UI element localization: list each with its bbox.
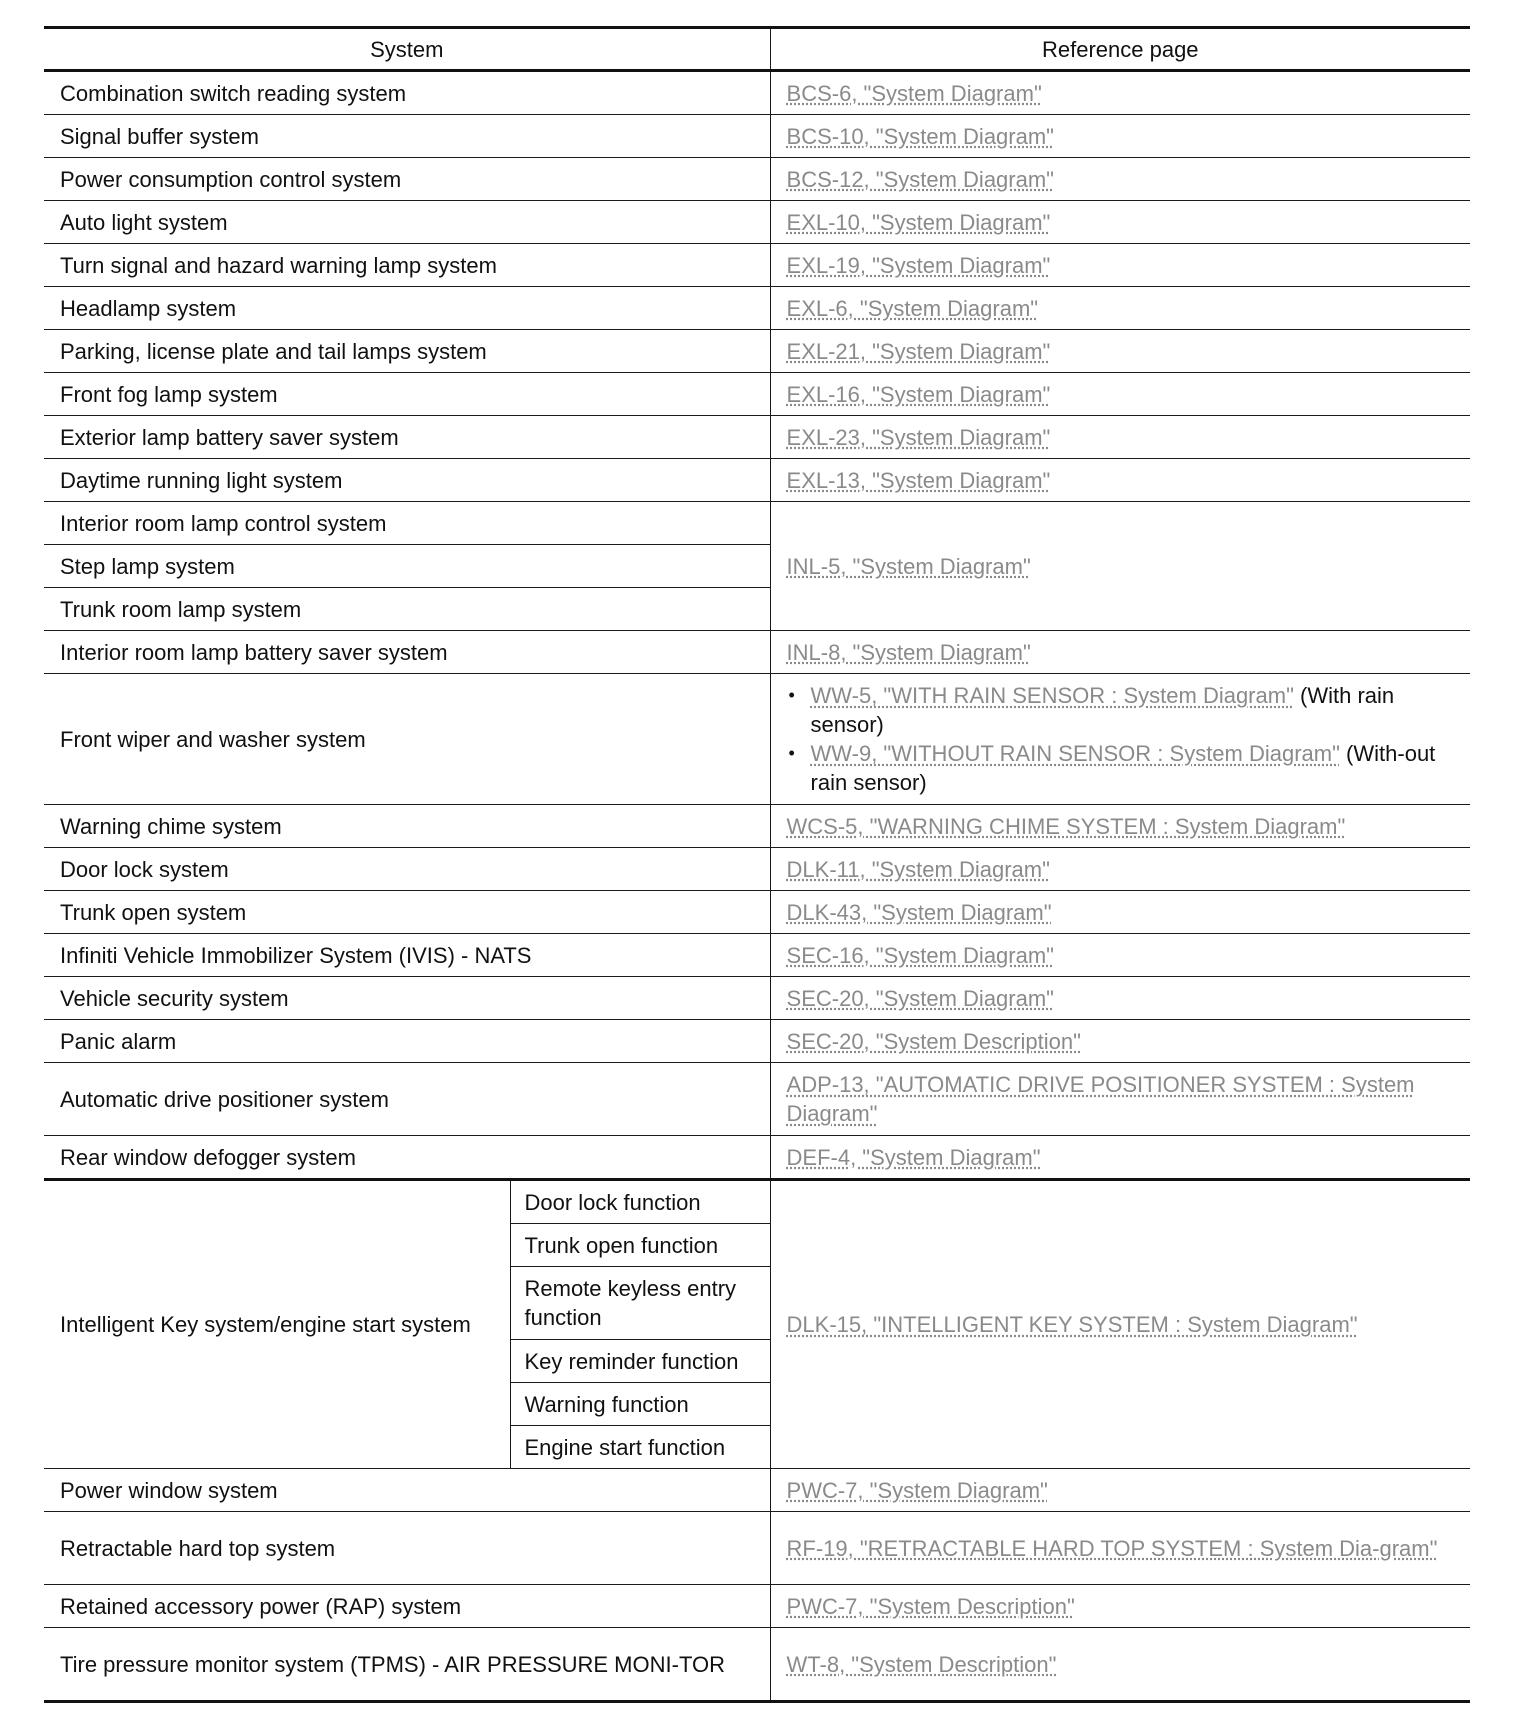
table-row: [44, 330, 1470, 373]
header-reference-page: Reference page: [770, 28, 1470, 71]
system-name: Combination switch reading system: [44, 71, 770, 115]
reference-link[interactable]: EXL-13, "System Diagram": [786, 467, 1051, 493]
reference-link[interactable]: PWC-7, "System Diagram": [786, 1477, 1048, 1503]
system-name: Rear window defogger system: [44, 1136, 770, 1180]
table-header-row: [44, 28, 1470, 71]
table-row: [44, 71, 1470, 115]
table-row: [44, 1469, 1470, 1512]
system-name: Tire pressure monitor system (TPMS) - AIR PRESSURE MONI-TOR: [44, 1628, 770, 1702]
reference-link[interactable]: DLK-15, "INTELLIGENT KEY SYSTEM : System Diagram": [786, 1312, 1358, 1337]
system-name: Trunk open system: [44, 891, 770, 934]
function-name: Engine start function: [510, 1426, 770, 1469]
reference-link[interactable]: WCS-5, "WARNING CHIME SYSTEM : System Diagram": [786, 813, 1346, 839]
table-row: [44, 502, 1470, 545]
reference-table-container: [44, 26, 1470, 1703]
reference-link[interactable]: WW-9, "WITHOUT RAIN SENSOR : System Diagram": [810, 741, 1340, 766]
system-name: Vehicle security system: [44, 977, 770, 1020]
reference-link[interactable]: EXL-10, "System Diagram": [786, 209, 1051, 235]
system-name: Signal buffer system: [44, 115, 770, 158]
table-row: [44, 201, 1470, 244]
system-name: Intelligent Key system/engine start system: [44, 1180, 510, 1469]
system-name: Interior room lamp battery saver system: [44, 631, 770, 674]
reference-bullet-list: [787, 681, 1463, 797]
system-name: Headlamp system: [44, 287, 770, 330]
reference-note: (With-out rain sensor): [810, 741, 1436, 795]
system-name: Front fog lamp system: [44, 373, 770, 416]
table-row: [44, 977, 1470, 1020]
reference-link[interactable]: INL-5, "System Diagram": [786, 553, 1031, 579]
table-row: [44, 1628, 1470, 1702]
system-name: Infiniti Vehicle Immobilizer System (IVIS) - NATS: [44, 934, 770, 977]
reference-link[interactable]: DEF-4, "System Diagram": [786, 1144, 1041, 1170]
reference-link[interactable]: WT-8, "System Description": [786, 1651, 1057, 1677]
reference-link[interactable]: SEC-20, "System Description": [786, 1028, 1081, 1054]
function-name: Trunk open function: [510, 1224, 770, 1267]
table-row: [44, 1180, 1470, 1224]
table-row: [44, 287, 1470, 330]
table-row: [44, 1585, 1470, 1628]
table-row: [44, 805, 1470, 848]
system-name: Turn signal and hazard warning lamp system: [44, 244, 770, 287]
table-row: [44, 891, 1470, 934]
table-row: [44, 244, 1470, 287]
table-row: [44, 158, 1470, 201]
table-row: [44, 416, 1470, 459]
reference-link[interactable]: SEC-16, "System Diagram": [786, 942, 1054, 968]
table-row: [44, 459, 1470, 502]
system-name: Interior room lamp control system: [44, 502, 770, 545]
table-row: [44, 115, 1470, 158]
system-name: Power consumption control system: [44, 158, 770, 201]
table-row: [44, 631, 1470, 674]
system-name: Automatic drive positioner system: [44, 1063, 770, 1136]
reference-link[interactable]: BCS-6, "System Diagram": [786, 80, 1042, 106]
system-name: Door lock system: [44, 848, 770, 891]
function-name: Warning function: [510, 1383, 770, 1426]
system-name: Front wiper and washer system: [44, 674, 770, 805]
table-row: [44, 1512, 1470, 1585]
reference-link[interactable]: SEC-20, "System Diagram": [786, 985, 1054, 1011]
reference-link[interactable]: DLK-11, "System Diagram": [786, 856, 1050, 882]
table-row: [44, 1063, 1470, 1136]
function-name: Key reminder function: [510, 1340, 770, 1383]
system-name: Daytime running light system: [44, 459, 770, 502]
system-name: Power window system: [44, 1469, 770, 1512]
reference-link[interactable]: BCS-12, "System Diagram": [786, 166, 1054, 192]
table-row: [44, 1020, 1470, 1063]
reference-link[interactable]: EXL-6, "System Diagram": [786, 295, 1039, 321]
system-name: Parking, license plate and tail lamps system: [44, 330, 770, 373]
reference-link[interactable]: DLK-43, "System Diagram": [786, 899, 1052, 925]
system-name: Retractable hard top system: [44, 1512, 770, 1585]
reference-link[interactable]: EXL-21, "System Diagram": [786, 338, 1051, 364]
reference-link[interactable]: ADP-13, "AUTOMATIC DRIVE POSITIONER SYSTEM : System Diagram": [786, 1072, 1415, 1126]
system-name: Step lamp system: [44, 545, 770, 588]
system-name: Exterior lamp battery saver system: [44, 416, 770, 459]
reference-note: (With rain sensor): [810, 683, 1395, 737]
system-name: Auto light system: [44, 201, 770, 244]
table-row: [44, 1136, 1470, 1180]
system-name: Warning chime system: [44, 805, 770, 848]
function-name: Remote keyless entry function: [510, 1267, 770, 1340]
list-item: [811, 739, 1463, 797]
reference-link[interactable]: EXL-23, "System Diagram": [786, 424, 1051, 450]
table-row: [44, 934, 1470, 977]
reference-link[interactable]: WW-5, "WITH RAIN SENSOR : System Diagram": [810, 683, 1294, 708]
reference-link[interactable]: INL-8, "System Diagram": [786, 639, 1031, 665]
system-reference-table: [44, 26, 1470, 1703]
system-name: Trunk room lamp system: [44, 588, 770, 631]
reference-link[interactable]: BCS-10, "System Diagram": [786, 123, 1054, 149]
function-name: Door lock function: [510, 1180, 770, 1224]
reference-link[interactable]: EXL-19, "System Diagram": [786, 252, 1051, 278]
header-system: System: [44, 28, 770, 71]
table-row: [44, 674, 1470, 805]
system-name: Panic alarm: [44, 1020, 770, 1063]
system-name: Retained accessory power (RAP) system: [44, 1585, 770, 1628]
table-row: [44, 848, 1470, 891]
list-item: [811, 681, 1463, 739]
table-row: [44, 373, 1470, 416]
reference-link[interactable]: PWC-7, "System Description": [786, 1593, 1075, 1619]
reference-link[interactable]: EXL-16, "System Diagram": [786, 381, 1051, 407]
reference-link[interactable]: RF-19, "RETRACTABLE HARD TOP SYSTEM : System Dia-gram": [786, 1535, 1438, 1561]
